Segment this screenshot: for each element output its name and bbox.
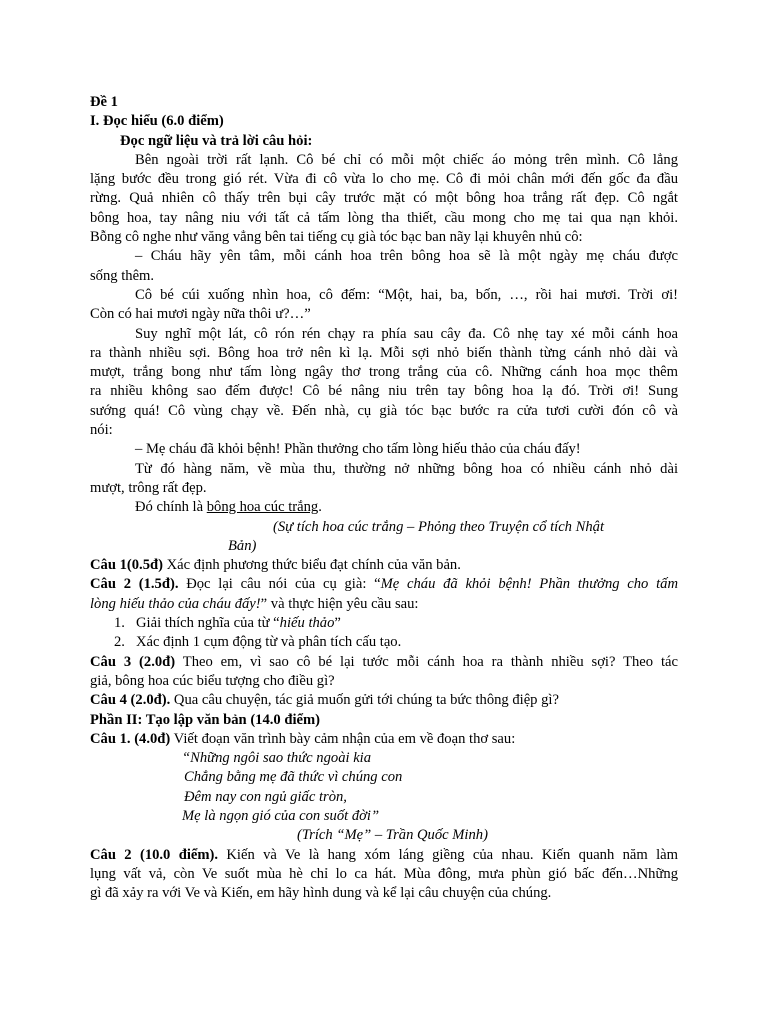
part2-heading: Phần II: Tạo lập văn bản (14.0 điểm) [90, 711, 321, 728]
passage-line: sống thêm. [90, 267, 155, 284]
passage-source-cont: Bản) [228, 537, 257, 554]
poem-line: “Những ngôi sao thức ngoài kia [182, 750, 372, 767]
poem-line: Đêm nay con ngủ giấc tròn, [184, 788, 347, 805]
passage-line: Từ đó hàng năm, về mùa thu, thường nở những bông hoa có nhiều cánh nhỏ dài [135, 460, 678, 477]
part1-heading: I. Đọc hiểu (6.0 điểm) [90, 113, 224, 130]
passage-line: ra thành nhiều sợi. Bông hoa trở nên kì lạ. Mỗi sợi nhỏ biến thành từng cánh nhỏ dài và [90, 344, 678, 361]
passage-line: bông hoa, tay nâng niu với tất cả tấm lòng tha thiết, cầu mong cho mẹ tai qua nạn khỏi. [90, 209, 678, 226]
poem-source: (Trích “Mẹ” – Trần Quốc Minh) [297, 827, 488, 844]
q1-text: Xác định phương thức biểu đạt chính của văn bản. [162, 557, 461, 574]
passage-line: rừng. Quả nhiên cô thấy trên bụi cây trước mặt có một bông hoa trắng rất đẹp. Cô ngắt [90, 190, 678, 207]
part1-instruction: Đọc ngữ liệu và trả lời câu hỏi: [120, 132, 313, 149]
passage-final-line [90, 498, 678, 517]
question-4 [90, 691, 678, 710]
part2-question-2-cont: lụng vất vả, còn Ve suốt mùa hè chỉ lo ca hát. Mùa đông, mưa phùn gió bấc đến…Những [90, 865, 678, 882]
passage-line: lặng bước đều trong gió rét. Vừa đi cô vừa lo cho mẹ. Cô đi mỏi chân mới đến gốc đa đầu [90, 171, 678, 188]
reading-passage [90, 151, 678, 556]
part2-question-2 [90, 846, 678, 865]
document-page [90, 93, 678, 903]
part2-question-1 [90, 730, 678, 749]
passage-source: (Sự tích hoa cúc trắng – Phỏng theo Truyện cổ tích Nhật [273, 518, 605, 535]
list-item [114, 614, 678, 633]
c1-label: Câu 1. (4.0đ) [90, 730, 171, 747]
q2-quote: Mẹ cháu đã khỏi bệnh! Phần thưởng cho tấm [380, 576, 678, 593]
question-2 [90, 575, 678, 594]
question-3-cont: giả, bông hoa cúc biểu tượng cho điều gì? [90, 672, 335, 689]
passage-line: Còn có hai mươi ngày nữa thôi ư?…” [90, 306, 311, 323]
q3-text: Theo em, vì sao cô bé lại tước mỗi cánh hoa ra thành nhiều sợi? Theo tác [175, 653, 678, 670]
passage-line: Bỗng cô nghe như văng vẳng bên tai tiếng cụ già tóc bạc ban nãy lại khuyên nhủ cô: [90, 229, 583, 246]
c2-text: Kiến và Ve là hang xóm láng giềng của nhau. Kiến quanh năm làm [218, 846, 678, 863]
final-suffix: . [318, 499, 322, 516]
part2-question-2-cont: gì đã xảy ra với Ve và Kiến, em hãy hình dung và kể lại câu chuyện của chúng. [90, 885, 552, 902]
c1-text: Viết đoạn văn trình bày cảm nhận của em về đoạn thơ sau: [170, 730, 516, 747]
q2-quote-cont: lòng hiếu thảo của cháu đấy! [90, 595, 261, 612]
passage-line: Suy nghĩ một lát, cô rón rén chạy ra phía sau cây đa. Cô nhẹ tay xé mỗi cánh hoa [135, 325, 678, 342]
passage-line: Cô bé cúi xuống nhìn hoa, cô đếm: “Một, hai, ba, bốn, …, rồi hai mươi. Trời ơi! [135, 286, 678, 303]
item-suffix: ” [334, 615, 341, 632]
item-number: 1. [114, 615, 125, 632]
item-text: Xác định 1 cụm động từ và phân tích cấu tạo. [136, 634, 402, 651]
question-1 [90, 556, 678, 575]
q4-label: Câu 4 (2.0đ). [90, 692, 171, 709]
final-prefix: Đó chính là [135, 499, 207, 516]
question-2-cont [90, 595, 678, 614]
poem-line: Chẳng bằng mẹ đã thức vì chúng con [184, 769, 403, 786]
q2-label: Câu 2 (1.5đ). [90, 576, 179, 593]
passage-line: – Cháu hãy yên tâm, mỗi cánh hoa trên bông hoa sẽ là một ngày mẹ cháu được [135, 248, 678, 265]
q3-label: Câu 3 (2.0đ) [90, 653, 176, 670]
item-term: hiếu thảo [279, 615, 335, 632]
poem [90, 749, 678, 845]
q1-label: Câu 1(0.5đ) [90, 557, 163, 574]
question-3 [90, 653, 678, 672]
passage-line: mượt, trắng bong như tấm lòng ngây thơ trong trắng của cô. Những cánh hoa mọc thêm [90, 364, 678, 381]
passage-line: – Mẹ cháu đã khỏi bệnh! Phần thưởng cho tấm lòng hiếu thảo của cháu đấy! [135, 441, 581, 458]
exam-title: Đề 1 [90, 94, 118, 110]
q4-text: Qua câu chuyện, tác giả muốn gửi tới chúng ta bức thông điệp gì? [170, 692, 559, 709]
list-item [114, 633, 678, 652]
q2-text: Đọc lại câu nói của cụ già: “ [178, 576, 381, 593]
q2-text-cont: ” và thực hiện yêu cầu sau: [260, 595, 419, 612]
passage-line: nói: [90, 422, 113, 439]
c2-label: Câu 2 (10.0 điểm). [90, 846, 219, 863]
underlined-flower-name: bông hoa cúc trắng [206, 499, 319, 516]
passage-line: mượt, trông rất đẹp. [90, 479, 207, 496]
passage-line: sướng quá! Cô vùng chạy về. Đến nhà, cụ già tóc bạc bước ra cửa tươi cười đón cô và [90, 402, 678, 419]
passage-line: ra nhiều không sao đếm được! Cô bé nâng niu trên tay bông hoa lạ đó. Trời ơi! Sung [90, 383, 678, 400]
poem-line: Mẹ là ngọn gió của con suốt đời” [182, 807, 380, 824]
q2-item-list [90, 614, 678, 653]
item-number: 2. [114, 634, 125, 651]
passage-line: Bên ngoài trời rất lạnh. Cô bé chỉ có mỗi một chiếc áo mỏng trên mình. Cô lẳng [135, 151, 678, 168]
item-text: Giải thích nghĩa của từ “ [136, 615, 280, 632]
